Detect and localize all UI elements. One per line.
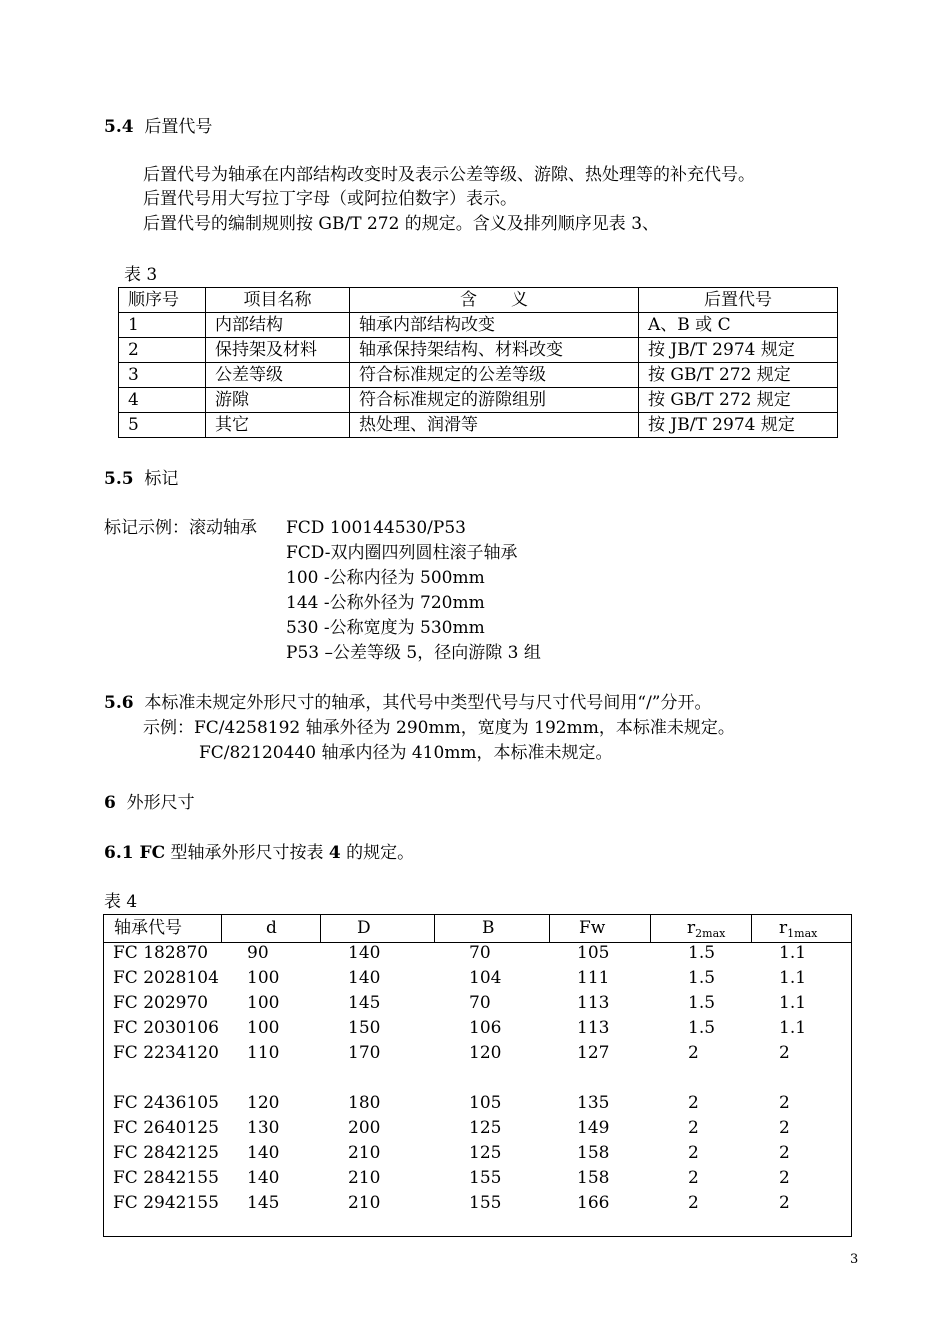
section-title: 标记 [144, 469, 179, 489]
paragraph: 后置代号为轴承在内部结构改变时及表示公差等级、游隙、热处理等的补充代号。 [143, 165, 755, 185]
header-symbol: r [779, 918, 788, 938]
table-cell: 公差等级 [206, 363, 350, 388]
table-cell: 145 [348, 993, 381, 1013]
table-cell: 5 [119, 413, 206, 438]
table-row [119, 338, 838, 363]
table-cell: 2 [779, 1193, 790, 1213]
table-cell: 按 JB/T 2974 规定 [639, 338, 838, 363]
table-cell: 113 [577, 993, 610, 1013]
table-cell: 166 [577, 1193, 610, 1213]
table-cell: 内部结构 [206, 313, 350, 338]
table-cell: 90 [247, 943, 269, 963]
table-cell: 105 [577, 943, 610, 963]
header-subscript: 1max [787, 927, 818, 940]
table-header: 轴承代号 [114, 918, 182, 938]
bearing-code-cell: FC 2842125 [113, 1143, 219, 1163]
table-cell: 按 GB/T 272 规定 [639, 363, 838, 388]
table-header-row [119, 288, 838, 313]
table-cell: 2 [779, 1118, 790, 1138]
table-cell: 145 [247, 1193, 280, 1213]
table-cell: 2 [779, 1043, 790, 1063]
table-cell: 158 [577, 1168, 610, 1188]
table-header: D [357, 918, 371, 938]
table-cell: 105 [469, 1093, 502, 1113]
table-cell: 155 [469, 1193, 502, 1213]
example-line: FC/82120440 轴承内径为 410mm，本标准未规定。 [199, 743, 613, 763]
example-line: 示例：FC/4258192 轴承外径为 290mm，宽度为 192mm，本标准未规定。 [143, 718, 735, 738]
table-cell: 1 [119, 313, 206, 338]
section-text: 型轴承外形尺寸按表 [165, 843, 329, 863]
table-cell: 2 [119, 338, 206, 363]
bearing-code-cell: FC 2234120 [113, 1043, 219, 1063]
table-cell: 1.1 [779, 968, 807, 988]
table-header: d [266, 918, 277, 938]
marking-line: P53 –公差等级 5，径向游隙 3 组 [286, 643, 541, 663]
table-cell: 1.5 [688, 993, 716, 1013]
section-number: 5.5 [104, 469, 134, 489]
paragraph: 后置代号的编制规则按 GB/T 272 的规定。含义及排列顺序见表 3、 [143, 214, 660, 234]
table-cell: 130 [247, 1118, 280, 1138]
section-6-1 [104, 843, 414, 863]
paragraph: 后置代号用大写拉丁字母（或阿拉伯数字）表示。 [143, 189, 517, 209]
section-5-6 [104, 693, 712, 713]
table-header [687, 918, 725, 944]
section-text: 本标准未规定外形尺寸的轴承，其代号中类型代号与尺寸代号间用“/”分开。 [144, 693, 712, 713]
table-cell: 2 [688, 1043, 699, 1063]
table-cell: 按 JB/T 2974 规定 [639, 413, 838, 438]
table-header: B [482, 918, 495, 938]
table-header: 顺序号 [119, 288, 206, 313]
marking-line: 100 -公称内径为 500mm [286, 568, 485, 588]
table-cell: 104 [469, 968, 502, 988]
table-cell: 140 [247, 1143, 280, 1163]
table-cell: 110 [247, 1043, 280, 1063]
table-header-row [104, 915, 851, 943]
header-subscript: 2max [695, 927, 726, 940]
table-cell: 210 [348, 1193, 381, 1213]
section-title: 外形尺寸 [126, 793, 195, 813]
table-cell: 120 [469, 1043, 502, 1063]
table-cell: 2 [688, 1093, 699, 1113]
section-number: 5.6 [104, 693, 134, 713]
table-cell: 1.1 [779, 993, 807, 1013]
table-cell: 140 [348, 968, 381, 988]
marking-line: 530 -公称宽度为 530mm [286, 618, 485, 638]
table-cell: 其它 [206, 413, 350, 438]
table-cell: 140 [348, 943, 381, 963]
table-cell: 149 [577, 1118, 610, 1138]
table-cell: 120 [247, 1093, 280, 1113]
bearing-code-cell: FC 2028104 [113, 968, 219, 988]
table-row [119, 313, 838, 338]
table4 [103, 914, 852, 1237]
table-cell: 210 [348, 1143, 381, 1163]
marking-example-label: 标记示例：滚动轴承 [104, 518, 257, 538]
table-cell: 170 [348, 1043, 381, 1063]
table3 [118, 287, 838, 438]
table3-caption: 表 3 [124, 265, 158, 285]
section-5-5-heading [104, 469, 178, 489]
table-cell: 70 [469, 943, 491, 963]
table-cell: 155 [469, 1168, 502, 1188]
table-cell: 106 [469, 1018, 502, 1038]
table-cell: 100 [247, 1018, 280, 1038]
table4-caption: 表 4 [104, 892, 138, 912]
table-cell: 1.5 [688, 1018, 716, 1038]
bearing-code-cell: FC 2030106 [113, 1018, 219, 1038]
table-ref: 4 [328, 843, 341, 863]
bearing-code-cell: FC 2842155 [113, 1168, 219, 1188]
table-cell: 轴承保持架结构、材料改变 [350, 338, 639, 363]
table-cell: 135 [577, 1093, 610, 1113]
section-6-heading [104, 793, 195, 813]
table-row [119, 413, 838, 438]
section-number: 6.1 FC [104, 843, 166, 863]
page-number: 3 [850, 1252, 859, 1267]
bearing-code-cell: FC 2436105 [113, 1093, 219, 1113]
table-cell: 热处理、润滑等 [350, 413, 639, 438]
table-row [119, 363, 838, 388]
table-cell: 按 GB/T 272 规定 [639, 388, 838, 413]
table-cell: 210 [348, 1168, 381, 1188]
section-number: 6 [104, 793, 116, 813]
table-cell: 70 [469, 993, 491, 1013]
table-cell: 125 [469, 1143, 502, 1163]
table-cell: 2 [779, 1093, 790, 1113]
table-cell: 1.1 [779, 1018, 807, 1038]
table-cell: 111 [577, 968, 610, 988]
table-cell: 158 [577, 1143, 610, 1163]
table-cell: 符合标准规定的公差等级 [350, 363, 639, 388]
table-cell: 1.1 [779, 943, 807, 963]
section-text: 的规定。 [340, 843, 415, 863]
table-cell: 4 [119, 388, 206, 413]
table-cell: 2 [779, 1168, 790, 1188]
bearing-code-cell: FC 2942155 [113, 1193, 219, 1213]
table-cell: 保持架及材料 [206, 338, 350, 363]
table-cell: 1.5 [688, 943, 716, 963]
table-cell: 150 [348, 1018, 381, 1038]
table-cell: 180 [348, 1093, 381, 1113]
bearing-code-cell: FC 202970 [113, 993, 209, 1013]
marking-line: FCD-双内圈四列圆柱滚子轴承 [286, 543, 518, 563]
table-cell: 游隙 [206, 388, 350, 413]
table-cell: 3 [119, 363, 206, 388]
bearing-code-cell: FC 2640125 [113, 1118, 219, 1138]
table-cell: 符合标准规定的游隙组别 [350, 388, 639, 413]
section-number: 5.4 [104, 117, 134, 137]
table-header: Fw [579, 918, 606, 938]
table-cell: 113 [577, 1018, 610, 1038]
section-title: 后置代号 [144, 117, 213, 137]
table-header: 项目名称 [206, 288, 350, 313]
table-cell: 140 [247, 1168, 280, 1188]
section-5-4-heading [104, 117, 212, 137]
header-symbol: r [687, 918, 696, 938]
table-cell: 1.5 [688, 968, 716, 988]
table-cell: 2 [688, 1168, 699, 1188]
table-cell: 125 [469, 1118, 502, 1138]
table-cell: 2 [688, 1143, 699, 1163]
table-header [779, 918, 817, 944]
table-cell: 100 [247, 968, 280, 988]
table-header: 含 义 [350, 288, 639, 313]
table-cell: 100 [247, 993, 280, 1013]
table-row [119, 388, 838, 413]
table-cell: 2 [688, 1118, 699, 1138]
marking-line: FCD 100144530/P53 [286, 518, 466, 538]
table-cell: 200 [348, 1118, 381, 1138]
table-cell: 2 [688, 1193, 699, 1213]
table-header: 后置代号 [639, 288, 838, 313]
bearing-code-cell: FC 182870 [113, 943, 209, 963]
marking-line: 144 -公称外径为 720mm [286, 593, 485, 613]
table-cell: 轴承内部结构改变 [350, 313, 639, 338]
table-cell: A、B 或 C [639, 313, 838, 338]
table-cell: 2 [779, 1143, 790, 1163]
table-cell: 127 [577, 1043, 610, 1063]
